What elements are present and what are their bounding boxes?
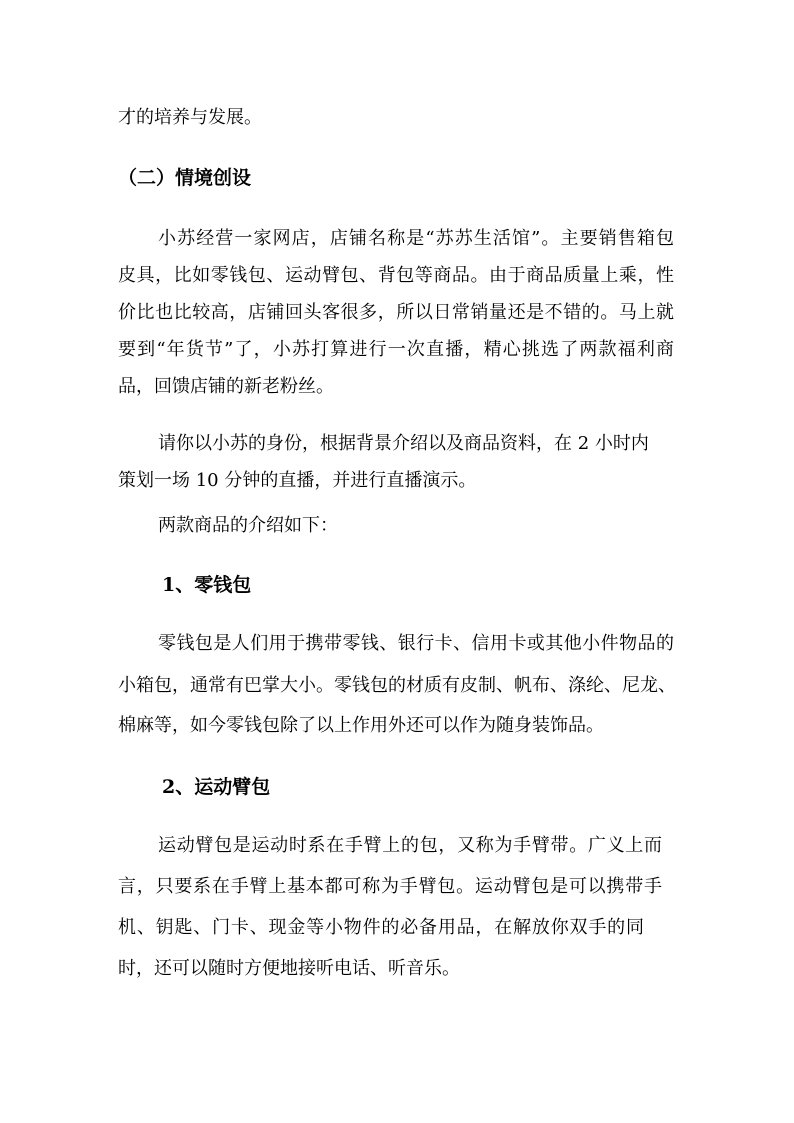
paragraph-line: 运动臂包是运动时系在手臂上的包，又称为手臂带。广义上而 — [158, 835, 662, 856]
paragraph-line: 价比也比较高，店铺回头客很多，所以日常销量还是不错的。马上就 — [118, 302, 674, 323]
paragraph-line: 棉麻等，如今零钱包除了以上作用外还可以作为随身装饰品。 — [118, 715, 604, 736]
paragraph-line: 时，还可以随时方便地接听电话、听音乐。 — [118, 958, 460, 979]
product1-heading: 1、零钱包 — [162, 574, 252, 596]
paragraph-line: 小箱包，通常有巴掌大小。零钱包的材质有皮制、帆布、涤纶、尼龙、 — [118, 675, 676, 696]
intro-line: 两款商品的介绍如下： — [158, 515, 338, 536]
paragraph-line: 机、钥匙、门卡、现金等小物件的必备用品，在解放你双手的同 — [118, 917, 644, 938]
section-heading: （二）情境创设 — [118, 167, 252, 189]
paragraph-line: 要到“年货节”了，小苏打算进行一次直播，精心挑选了两款福利商 — [118, 339, 674, 360]
product2-heading: 2、运动臂包 — [162, 776, 271, 798]
paragraph-line: 零钱包是人们用于携带零钱、银行卡、信用卡或其他小件物品的 — [158, 633, 674, 654]
paragraph-line: 品，回馈店铺的新老粉丝。 — [118, 376, 334, 397]
continuation-text: 才的培养与发展。 — [118, 107, 262, 128]
paragraph-line: 策划一场 10 分钟的直播，并进行直播演示。 — [118, 470, 477, 491]
paragraph-line: 皮具，比如零钱包、运动臂包、背包等商品。由于商品质量上乘，性 — [118, 265, 674, 286]
paragraph-line: 言，只要系在手臂上基本都可称为手臂包。运动臂包是可以携带手 — [118, 876, 662, 897]
paragraph-line: 小苏经营一家网店，店铺名称是“苏苏生活馆”。主要销售箱包 — [158, 228, 674, 249]
paragraph-line: 请你以小苏的身份，根据背景介绍以及商品资料，在 2 小时内 — [158, 433, 649, 454]
